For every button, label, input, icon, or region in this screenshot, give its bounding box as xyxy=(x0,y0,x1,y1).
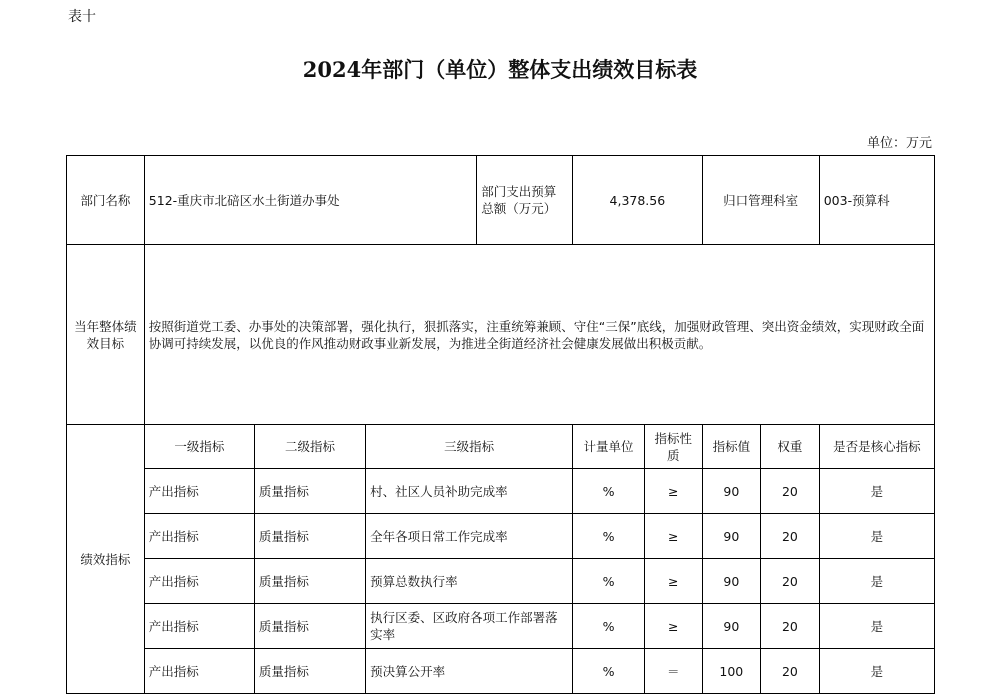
header-weight: 权重 xyxy=(761,425,820,469)
goal-label: 当年整体绩效目标 xyxy=(67,245,145,425)
table-row xyxy=(67,469,935,514)
row-value: 90 xyxy=(702,604,761,649)
unit-label: 单位：万元 xyxy=(866,136,932,151)
indicators-label: 绩效指标 xyxy=(67,425,145,694)
table-number: 表十 xyxy=(68,9,96,25)
row-level3: 预算总数执行率 xyxy=(366,559,573,604)
table-row xyxy=(67,514,935,559)
row-level1: 产出指标 xyxy=(144,469,254,514)
row-weight: 20 xyxy=(761,649,820,694)
row-nature: ≥ xyxy=(644,469,702,514)
row-level2: 质量指标 xyxy=(254,469,365,514)
row-level1: 产出指标 xyxy=(144,559,254,604)
row-nature: ≥ xyxy=(644,559,702,604)
row-level2: 质量指标 xyxy=(254,604,365,649)
mgmt-label: 归口管理科室 xyxy=(702,156,819,245)
performance-table xyxy=(66,155,935,694)
goal-text: 按照街道党工委、办事处的决策部署，强化执行，狠抓落实，注重统筹兼顾、守住“三保”底线，加强财政管理、突出资金绩效，实现财政全面协调可持续发展，以优良的作风推动财政事业新发展，为推进全街道经济社会健康发展做出积极贡献。 xyxy=(144,245,934,425)
row-unit: % xyxy=(573,469,645,514)
header-core: 是否是核心指标 xyxy=(819,425,934,469)
row-core: 是 xyxy=(819,514,934,559)
row-weight: 20 xyxy=(761,604,820,649)
row-level2: 质量指标 xyxy=(254,649,365,694)
row-value: 90 xyxy=(702,469,761,514)
table-row xyxy=(67,604,935,649)
row-weight: 20 xyxy=(761,559,820,604)
row-core: 是 xyxy=(819,469,934,514)
budget-label: 部门支出预算总额（万元） xyxy=(477,156,573,245)
row-value: 90 xyxy=(702,559,761,604)
indicator-header-row xyxy=(67,425,935,469)
info-row xyxy=(67,156,935,245)
row-value: 90 xyxy=(702,514,761,559)
row-nature: ≥ xyxy=(644,604,702,649)
row-nature: ≥ xyxy=(644,514,702,559)
page-title: 2024年部门（单位）整体支出绩效目标表 xyxy=(302,57,698,82)
row-core: 是 xyxy=(819,604,934,649)
row-level3: 全年各项日常工作完成率 xyxy=(366,514,573,559)
row-nature: ＝ xyxy=(644,649,702,694)
mgmt-value: 003-预算科 xyxy=(819,156,934,245)
header-unit: 计量单位 xyxy=(573,425,645,469)
row-level3: 村、社区人员补助完成率 xyxy=(366,469,573,514)
table-row xyxy=(67,559,935,604)
dept-name-label: 部门名称 xyxy=(67,156,145,245)
row-weight: 20 xyxy=(761,514,820,559)
row-level2: 质量指标 xyxy=(254,559,365,604)
goal-row xyxy=(67,245,935,425)
row-level3: 预决算公开率 xyxy=(366,649,573,694)
header-nature: 指标性质 xyxy=(644,425,702,469)
row-core: 是 xyxy=(819,649,934,694)
row-unit: % xyxy=(573,514,645,559)
row-level3: 执行区委、区政府各项工作部署落实率 xyxy=(366,604,573,649)
row-unit: % xyxy=(573,559,645,604)
header-level2: 二级指标 xyxy=(254,425,365,469)
dept-name-value: 512-重庆市北碚区水土街道办事处 xyxy=(144,156,476,245)
budget-value: 4,378.56 xyxy=(573,156,702,245)
row-level1: 产出指标 xyxy=(144,649,254,694)
row-weight: 20 xyxy=(761,469,820,514)
header-level1: 一级指标 xyxy=(144,425,254,469)
row-unit: % xyxy=(573,649,645,694)
row-unit: % xyxy=(573,604,645,649)
row-level1: 产出指标 xyxy=(144,604,254,649)
row-core: 是 xyxy=(819,559,934,604)
row-level2: 质量指标 xyxy=(254,514,365,559)
table-row xyxy=(67,649,935,694)
header-level3: 三级指标 xyxy=(366,425,573,469)
header-value: 指标值 xyxy=(702,425,761,469)
row-value: 100 xyxy=(702,649,761,694)
row-level1: 产出指标 xyxy=(144,514,254,559)
